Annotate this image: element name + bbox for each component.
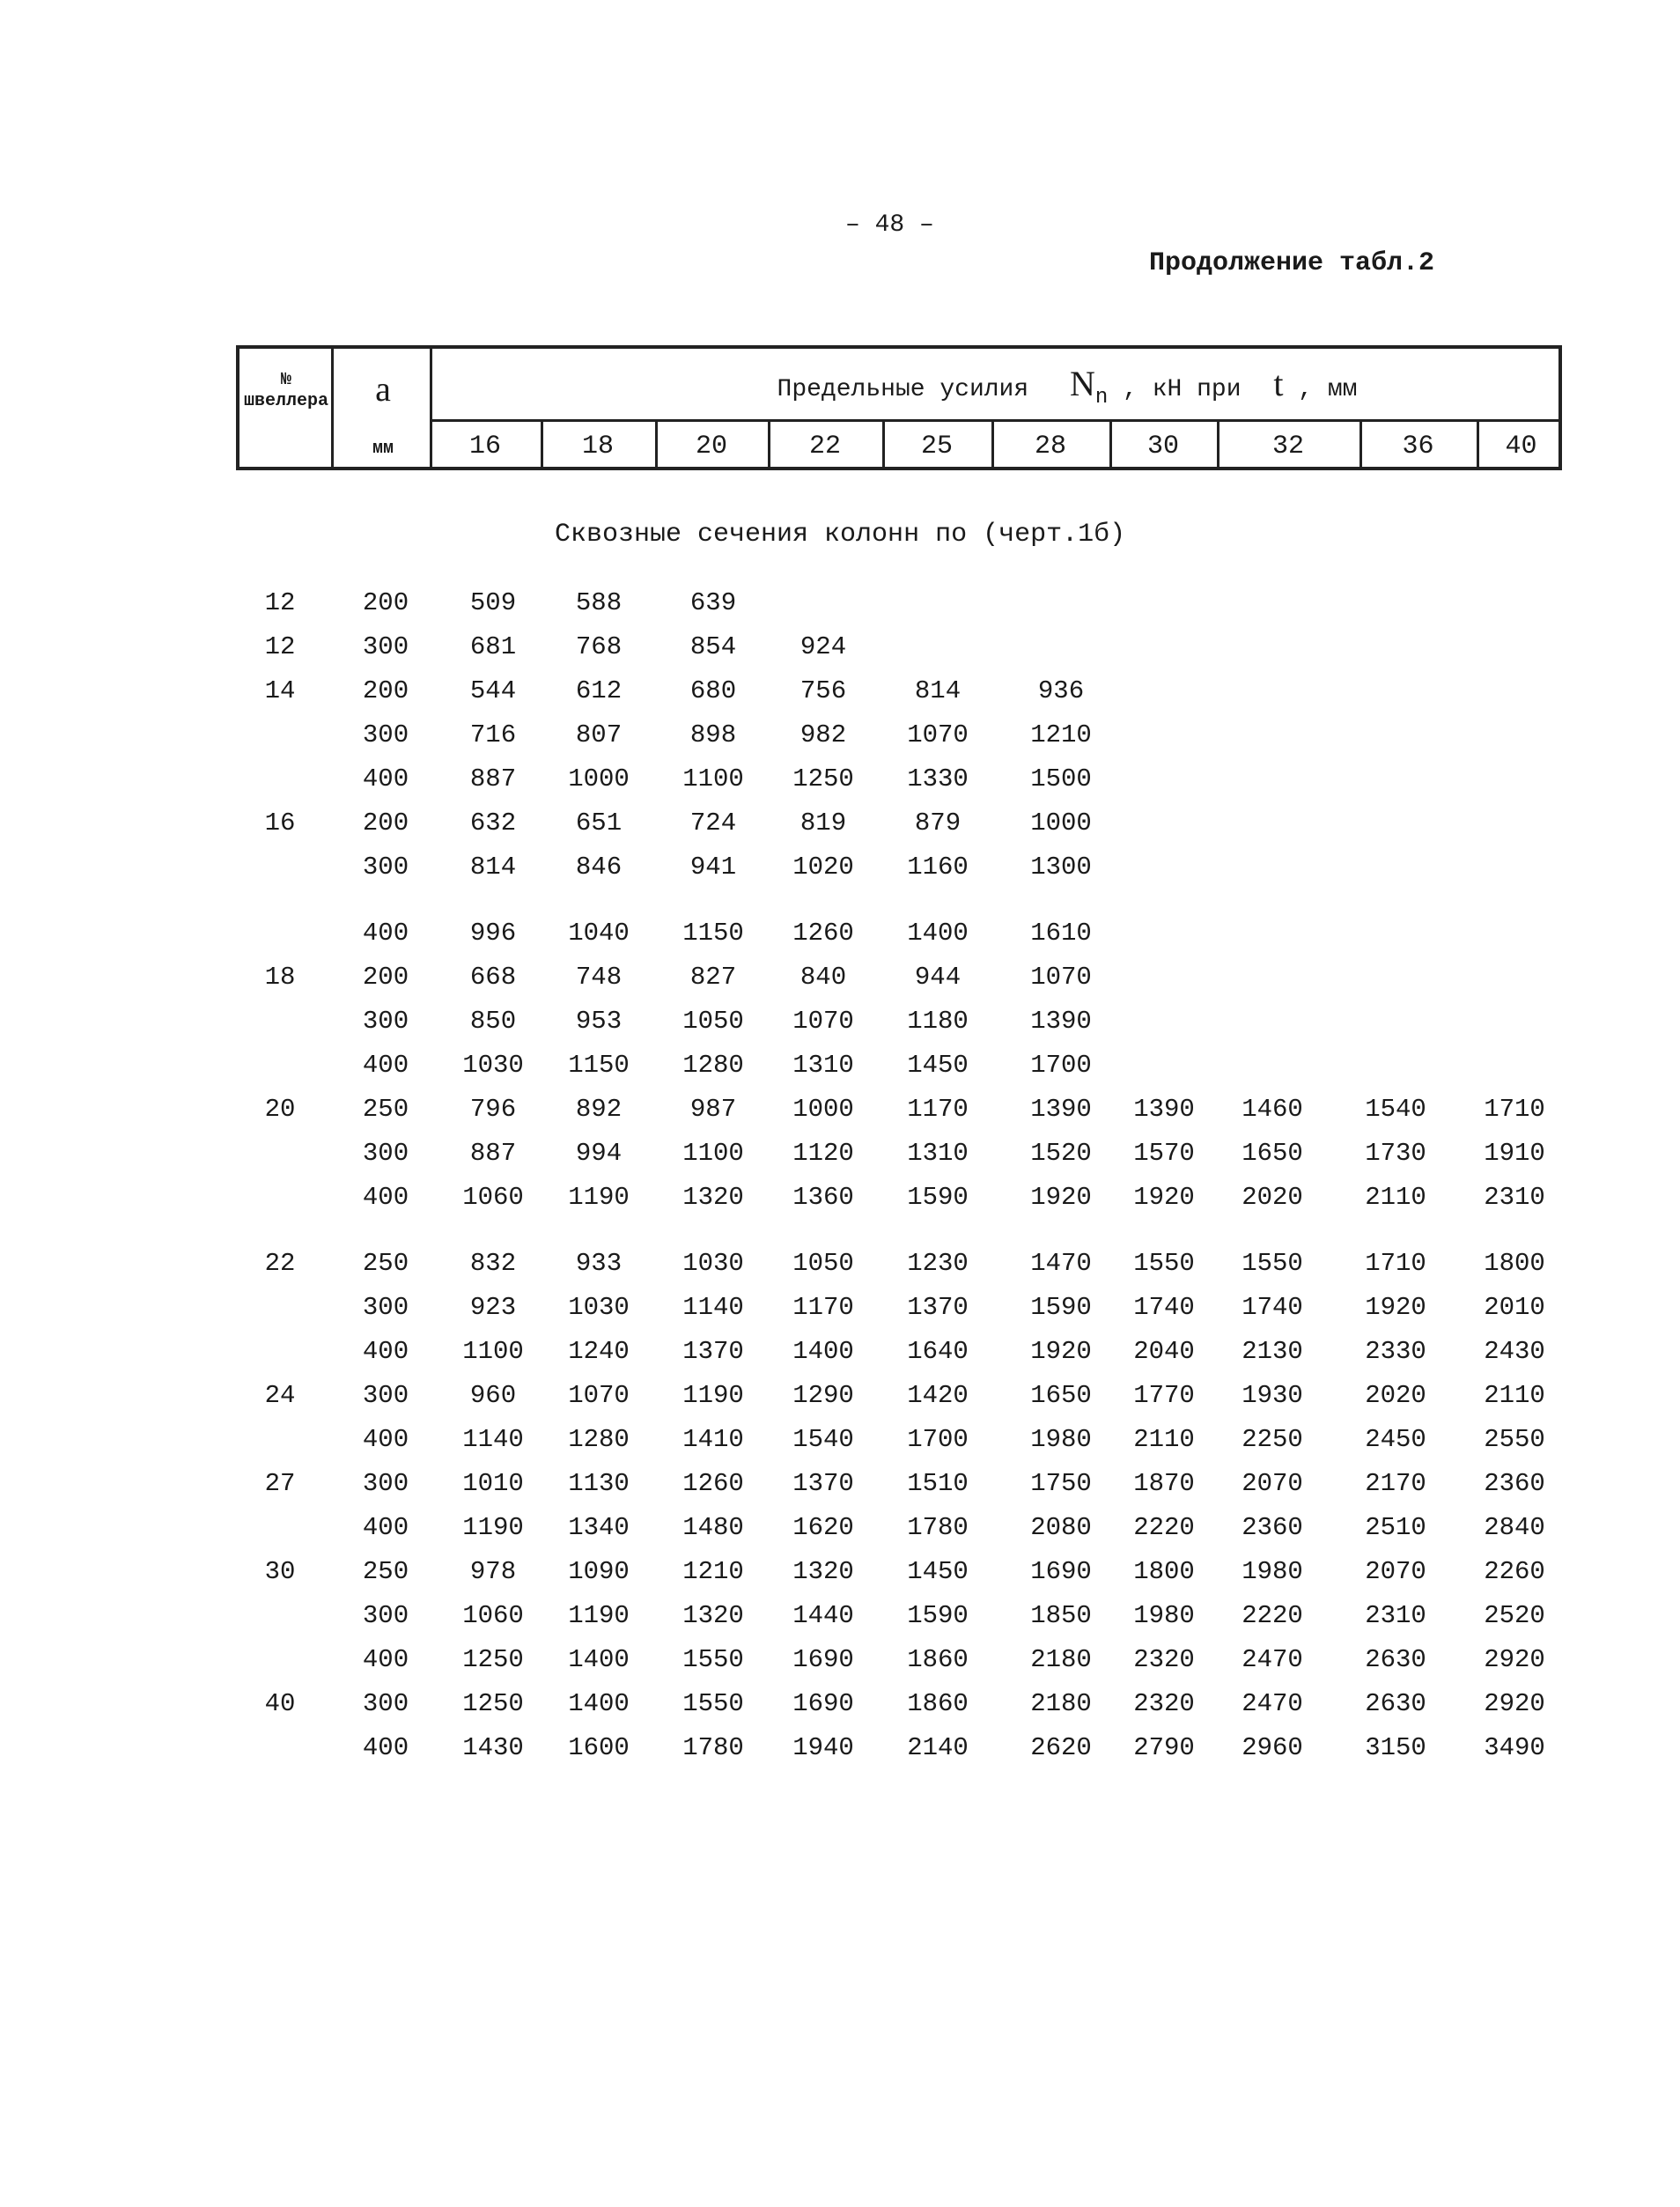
number-label: швеллера [243, 391, 328, 411]
force-value-cell: 887 [469, 1139, 517, 1168]
force-value-cell: 1170 [792, 1293, 854, 1322]
force-value-cell: 1390 [1133, 1095, 1195, 1124]
a-value-cell: 400 [362, 764, 409, 793]
force-value-cell: 1400 [792, 1337, 854, 1366]
force-value-cell: 1370 [907, 1293, 969, 1322]
force-value-cell: 1300 [1030, 853, 1092, 882]
a-value-cell: 250 [362, 1095, 409, 1124]
force-value-cell: 1370 [792, 1469, 854, 1498]
force-value-cell: 1150 [682, 919, 744, 948]
force-value-cell: 1540 [792, 1425, 854, 1454]
force-value-cell: 814 [469, 853, 517, 882]
column-header-a-unit: мм [372, 439, 394, 459]
force-value-cell: 1650 [1242, 1139, 1303, 1168]
force-value-cell: 819 [799, 808, 847, 838]
force-value-cell: 1590 [907, 1601, 969, 1630]
a-value-cell: 200 [362, 588, 409, 617]
force-value-cell: 2360 [1242, 1513, 1303, 1542]
force-value-cell: 544 [469, 676, 517, 705]
channel-number-cell: 30 [264, 1557, 296, 1586]
force-value-cell: 1550 [1133, 1249, 1195, 1278]
force-value-cell: 814 [914, 676, 962, 705]
force-value-cell: 1180 [907, 1007, 969, 1036]
force-value-cell: 923 [469, 1293, 517, 1322]
force-value-cell: 2320 [1133, 1645, 1195, 1674]
force-value-cell: 1030 [682, 1249, 744, 1278]
force-value-cell: 2920 [1484, 1689, 1545, 1718]
force-value-cell: 892 [575, 1095, 623, 1124]
force-value-cell: 2070 [1242, 1469, 1303, 1498]
force-value-cell: 2320 [1133, 1689, 1195, 1718]
force-value-cell: 1930 [1242, 1381, 1303, 1410]
continuation-label: Продолжение табл.2 [1149, 248, 1435, 278]
force-value-cell: 1190 [462, 1513, 524, 1542]
force-value-cell: 1050 [792, 1249, 854, 1278]
forces-prefix: Предельные усилия [777, 376, 1029, 403]
force-value-cell: 1310 [792, 1051, 854, 1080]
force-value-cell: 1390 [1030, 1007, 1092, 1036]
force-value-cell: 1710 [1365, 1249, 1426, 1278]
force-value-cell: 1120 [792, 1139, 854, 1168]
force-value-cell: 1190 [568, 1183, 630, 1212]
force-value-cell: 2020 [1365, 1381, 1426, 1410]
force-value-cell: 1550 [1242, 1249, 1303, 1278]
force-value-cell: 716 [469, 720, 517, 749]
force-value-cell: 1040 [568, 919, 630, 948]
force-value-cell: 748 [575, 963, 623, 992]
a-value-cell: 400 [362, 1733, 409, 1762]
force-value-cell: 1210 [682, 1557, 744, 1586]
force-value-cell: 1330 [907, 764, 969, 793]
force-value-cell: 1070 [907, 720, 969, 749]
force-value-cell: 2840 [1484, 1513, 1545, 1542]
force-value-cell: 1920 [1133, 1183, 1195, 1212]
n-subscript: n [1094, 386, 1109, 410]
column-header-t: 22 [808, 432, 841, 461]
force-value-cell: 1450 [907, 1051, 969, 1080]
a-value-cell: 300 [362, 1139, 409, 1168]
force-value-cell: 3150 [1365, 1733, 1426, 1762]
column-header-t: 40 [1505, 432, 1537, 461]
force-value-cell: 2180 [1030, 1645, 1092, 1674]
force-value-cell: 1510 [907, 1469, 969, 1498]
force-value-cell: 941 [689, 853, 737, 882]
column-header-t: 36 [1402, 432, 1434, 461]
force-value-cell: 724 [689, 808, 737, 838]
force-value-cell: 1690 [1030, 1557, 1092, 1586]
force-value-cell: 1910 [1484, 1139, 1545, 1168]
column-header-forces [433, 363, 1560, 410]
force-value-cell: 1070 [568, 1381, 630, 1410]
force-value-cell: 1600 [568, 1733, 630, 1762]
force-value-cell: 1210 [1030, 720, 1092, 749]
force-value-cell: 1060 [462, 1601, 524, 1630]
force-value-cell: 2310 [1484, 1183, 1545, 1212]
force-value-cell: 1230 [907, 1249, 969, 1278]
force-value-cell: 1480 [682, 1513, 744, 1542]
force-value-cell: 1290 [792, 1381, 854, 1410]
force-value-cell: 1320 [682, 1601, 744, 1630]
force-value-cell: 1780 [907, 1513, 969, 1542]
force-value-cell: 1440 [792, 1601, 854, 1630]
force-value-cell: 1320 [792, 1557, 854, 1586]
force-value-cell: 1540 [1365, 1095, 1426, 1124]
channel-number-cell: 40 [264, 1689, 296, 1718]
a-value-cell: 200 [362, 808, 409, 838]
a-value-cell: 250 [362, 1249, 409, 1278]
force-value-cell: 2040 [1133, 1337, 1195, 1366]
header-divider [430, 419, 1558, 422]
channel-number-cell: 24 [264, 1381, 296, 1410]
force-value-cell: 960 [469, 1381, 517, 1410]
force-value-cell: 1250 [792, 764, 854, 793]
force-value-cell: 1070 [792, 1007, 854, 1036]
channel-number-cell: 18 [264, 963, 296, 992]
force-value-cell: 1980 [1133, 1601, 1195, 1630]
force-value-cell: 2110 [1484, 1381, 1545, 1410]
force-value-cell: 1520 [1030, 1139, 1092, 1168]
force-value-cell: 1320 [682, 1183, 744, 1212]
force-value-cell: 1780 [682, 1733, 744, 1762]
force-value-cell: 2960 [1242, 1733, 1303, 1762]
a-value-cell: 400 [362, 1183, 409, 1212]
channel-number-cell: 12 [264, 632, 296, 661]
a-value-cell: 300 [362, 632, 409, 661]
force-value-cell: 1920 [1030, 1337, 1092, 1366]
channel-number-cell: 14 [264, 676, 296, 705]
force-value-cell: 2180 [1030, 1689, 1092, 1718]
force-value-cell: 1030 [568, 1293, 630, 1322]
force-value-cell: 1090 [568, 1557, 630, 1586]
force-value-cell: 2330 [1365, 1337, 1426, 1366]
force-value-cell: 632 [469, 808, 517, 838]
force-value-cell: 2470 [1242, 1689, 1303, 1718]
force-value-cell: 1160 [907, 853, 969, 882]
force-value-cell: 1260 [792, 919, 854, 948]
force-value-cell: 846 [575, 853, 623, 882]
force-value-cell: 1920 [1365, 1293, 1426, 1322]
force-value-cell: 987 [689, 1095, 737, 1124]
force-value-cell: 1370 [682, 1337, 744, 1366]
force-value-cell: 1980 [1242, 1557, 1303, 1586]
force-value-cell: 2360 [1484, 1469, 1545, 1498]
force-value-cell: 3490 [1484, 1733, 1545, 1762]
force-value-cell: 1920 [1030, 1183, 1092, 1212]
force-value-cell: 1420 [907, 1381, 969, 1410]
force-value-cell: 2130 [1242, 1337, 1303, 1366]
force-value-cell: 1450 [907, 1557, 969, 1586]
column-header-t: 16 [468, 432, 501, 461]
force-value-cell: 1870 [1133, 1469, 1195, 1498]
force-value-cell: 509 [469, 588, 517, 617]
channel-number-cell: 20 [264, 1095, 296, 1124]
a-value-cell: 400 [362, 1513, 409, 1542]
force-value-cell: 1590 [1030, 1293, 1092, 1322]
force-value-cell: 2110 [1133, 1425, 1195, 1454]
force-value-cell: 1740 [1133, 1293, 1195, 1322]
force-value-cell: 2010 [1484, 1293, 1545, 1322]
force-value-cell: 2790 [1133, 1733, 1195, 1762]
force-value-cell: 850 [469, 1007, 517, 1036]
force-value-cell: 2140 [907, 1733, 969, 1762]
force-value-cell: 2630 [1365, 1645, 1426, 1674]
a-value-cell: 300 [362, 1293, 409, 1322]
force-value-cell: 651 [575, 808, 623, 838]
force-value-cell: 1340 [568, 1513, 630, 1542]
force-value-cell: 978 [469, 1557, 517, 1586]
force-value-cell: 2220 [1242, 1601, 1303, 1630]
forces-middle: , кН при [1123, 376, 1242, 403]
force-value-cell: 924 [799, 632, 847, 661]
force-value-cell: 1400 [568, 1689, 630, 1718]
force-value-cell: 2110 [1365, 1183, 1426, 1212]
force-value-cell: 982 [799, 720, 847, 749]
table-header [236, 345, 1562, 470]
force-value-cell: 1030 [462, 1051, 524, 1080]
force-value-cell: 1070 [1030, 963, 1092, 992]
force-value-cell: 2080 [1030, 1513, 1092, 1542]
force-value-cell: 681 [469, 632, 517, 661]
a-value-cell: 300 [362, 1689, 409, 1718]
a-value-cell: 300 [362, 1381, 409, 1410]
force-value-cell: 2550 [1484, 1425, 1545, 1454]
force-value-cell: 1740 [1242, 1293, 1303, 1322]
force-value-cell: 1150 [568, 1051, 630, 1080]
force-value-cell: 887 [469, 764, 517, 793]
force-value-cell: 1730 [1365, 1139, 1426, 1168]
force-value-cell: 588 [575, 588, 623, 617]
force-value-cell: 668 [469, 963, 517, 992]
column-header-t: 25 [920, 432, 953, 461]
force-value-cell: 1610 [1030, 919, 1092, 948]
force-value-cell: 2510 [1365, 1513, 1426, 1542]
force-value-cell: 1410 [682, 1425, 744, 1454]
force-value-cell: 840 [799, 963, 847, 992]
a-value-cell: 200 [362, 963, 409, 992]
force-value-cell: 1190 [682, 1381, 744, 1410]
force-value-cell: 1280 [682, 1051, 744, 1080]
a-value-cell: 400 [362, 1337, 409, 1366]
channel-number-cell: 27 [264, 1469, 296, 1498]
force-value-cell: 768 [575, 632, 623, 661]
force-value-cell: 994 [575, 1139, 623, 1168]
force-value-cell: 1360 [792, 1183, 854, 1212]
force-value-cell: 832 [469, 1249, 517, 1278]
force-value-cell: 1000 [792, 1095, 854, 1124]
channel-number-cell: 16 [264, 808, 296, 838]
force-value-cell: 2020 [1242, 1183, 1303, 1212]
forces-suffix: , мм [1298, 376, 1358, 403]
force-value-cell: 879 [914, 808, 962, 838]
page-number: – 48 – [845, 211, 934, 239]
force-value-cell: 2620 [1030, 1733, 1092, 1762]
a-value-cell: 300 [362, 1007, 409, 1036]
force-value-cell: 1850 [1030, 1601, 1092, 1630]
a-value-cell: 300 [362, 1469, 409, 1498]
force-value-cell: 1010 [462, 1469, 524, 1498]
column-header-t: 28 [1034, 432, 1066, 461]
force-value-cell: 1310 [907, 1139, 969, 1168]
force-value-cell: 1130 [568, 1469, 630, 1498]
force-value-cell: 1550 [682, 1645, 744, 1674]
force-value-cell: 639 [689, 588, 737, 617]
force-value-cell: 1690 [792, 1689, 854, 1718]
force-value-cell: 1280 [568, 1425, 630, 1454]
force-value-cell: 1170 [907, 1095, 969, 1124]
force-value-cell: 1550 [682, 1689, 744, 1718]
force-value-cell: 1060 [462, 1183, 524, 1212]
force-value-cell: 827 [689, 963, 737, 992]
force-value-cell: 1690 [792, 1645, 854, 1674]
force-value-cell: 2170 [1365, 1469, 1426, 1498]
force-value-cell: 1700 [907, 1425, 969, 1454]
force-value-cell: 944 [914, 963, 962, 992]
force-value-cell: 2260 [1484, 1557, 1545, 1586]
n-symbol: N [1069, 364, 1095, 403]
a-value-cell: 300 [362, 853, 409, 882]
force-value-cell: 898 [689, 720, 737, 749]
a-value-cell: 400 [362, 1645, 409, 1674]
force-value-cell: 1650 [1030, 1381, 1092, 1410]
column-header-t: 30 [1146, 432, 1179, 461]
a-value-cell: 300 [362, 720, 409, 749]
force-value-cell: 1260 [682, 1469, 744, 1498]
force-value-cell: 1100 [682, 764, 744, 793]
force-value-cell: 1020 [792, 853, 854, 882]
force-value-cell: 2450 [1365, 1425, 1426, 1454]
force-value-cell: 796 [469, 1095, 517, 1124]
force-value-cell: 1390 [1030, 1095, 1092, 1124]
force-value-cell: 1190 [568, 1601, 630, 1630]
column-header-a: a [375, 369, 391, 409]
force-value-cell: 1770 [1133, 1381, 1195, 1410]
force-value-cell: 1140 [682, 1293, 744, 1322]
force-value-cell: 807 [575, 720, 623, 749]
force-value-cell: 1980 [1030, 1425, 1092, 1454]
section-title: Сквозные сечения колонн по (черт.1б) [555, 520, 1126, 550]
force-value-cell: 1250 [462, 1645, 524, 1674]
force-value-cell: 2070 [1365, 1557, 1426, 1586]
force-value-cell: 2310 [1365, 1601, 1426, 1630]
a-value-cell: 400 [362, 1051, 409, 1080]
force-value-cell: 933 [575, 1249, 623, 1278]
force-value-cell: 996 [469, 919, 517, 948]
force-value-cell: 2220 [1133, 1513, 1195, 1542]
t-symbol: t [1273, 364, 1284, 403]
force-value-cell: 953 [575, 1007, 623, 1036]
force-value-cell: 1800 [1133, 1557, 1195, 1586]
column-header-t: 18 [581, 432, 614, 461]
force-value-cell: 1570 [1133, 1139, 1195, 1168]
column-header-number [239, 370, 333, 412]
force-value-cell: 2520 [1484, 1601, 1545, 1630]
a-value-cell: 400 [362, 1425, 409, 1454]
force-value-cell: 1470 [1030, 1249, 1092, 1278]
force-value-cell: 1100 [682, 1139, 744, 1168]
force-value-cell: 1140 [462, 1425, 524, 1454]
force-value-cell: 2430 [1484, 1337, 1545, 1366]
force-value-cell: 1100 [462, 1337, 524, 1366]
force-value-cell: 1750 [1030, 1469, 1092, 1498]
force-value-cell: 1000 [1030, 808, 1092, 838]
channel-number-cell: 12 [264, 588, 296, 617]
number-symbol: № [280, 370, 291, 390]
force-value-cell: 1940 [792, 1733, 854, 1762]
force-value-cell: 1640 [907, 1337, 969, 1366]
force-value-cell: 612 [575, 676, 623, 705]
a-value-cell: 250 [362, 1557, 409, 1586]
force-value-cell: 1400 [568, 1645, 630, 1674]
force-value-cell: 1500 [1030, 764, 1092, 793]
force-value-cell: 1050 [682, 1007, 744, 1036]
force-value-cell: 1240 [568, 1337, 630, 1366]
a-value-cell: 300 [362, 1601, 409, 1630]
force-value-cell: 1430 [462, 1733, 524, 1762]
force-value-cell: 2920 [1484, 1645, 1545, 1674]
a-value-cell: 200 [362, 676, 409, 705]
a-value-cell: 400 [362, 919, 409, 948]
force-value-cell: 2250 [1242, 1425, 1303, 1454]
force-value-cell: 1800 [1484, 1249, 1545, 1278]
force-value-cell: 1400 [907, 919, 969, 948]
force-value-cell: 2470 [1242, 1645, 1303, 1674]
force-value-cell: 936 [1037, 676, 1085, 705]
force-value-cell: 1700 [1030, 1051, 1092, 1080]
force-value-cell: 680 [689, 676, 737, 705]
force-value-cell: 1250 [462, 1689, 524, 1718]
force-value-cell: 756 [799, 676, 847, 705]
force-value-cell: 1710 [1484, 1095, 1545, 1124]
force-value-cell: 854 [689, 632, 737, 661]
force-value-cell: 1860 [907, 1689, 969, 1718]
column-header-t: 20 [695, 432, 727, 461]
channel-number-cell: 22 [264, 1249, 296, 1278]
column-header-t: 32 [1271, 432, 1304, 461]
force-value-cell: 1460 [1242, 1095, 1303, 1124]
force-value-cell: 1000 [568, 764, 630, 793]
force-value-cell: 1590 [907, 1183, 969, 1212]
force-value-cell: 1620 [792, 1513, 854, 1542]
force-value-cell: 2630 [1365, 1689, 1426, 1718]
force-value-cell: 1860 [907, 1645, 969, 1674]
